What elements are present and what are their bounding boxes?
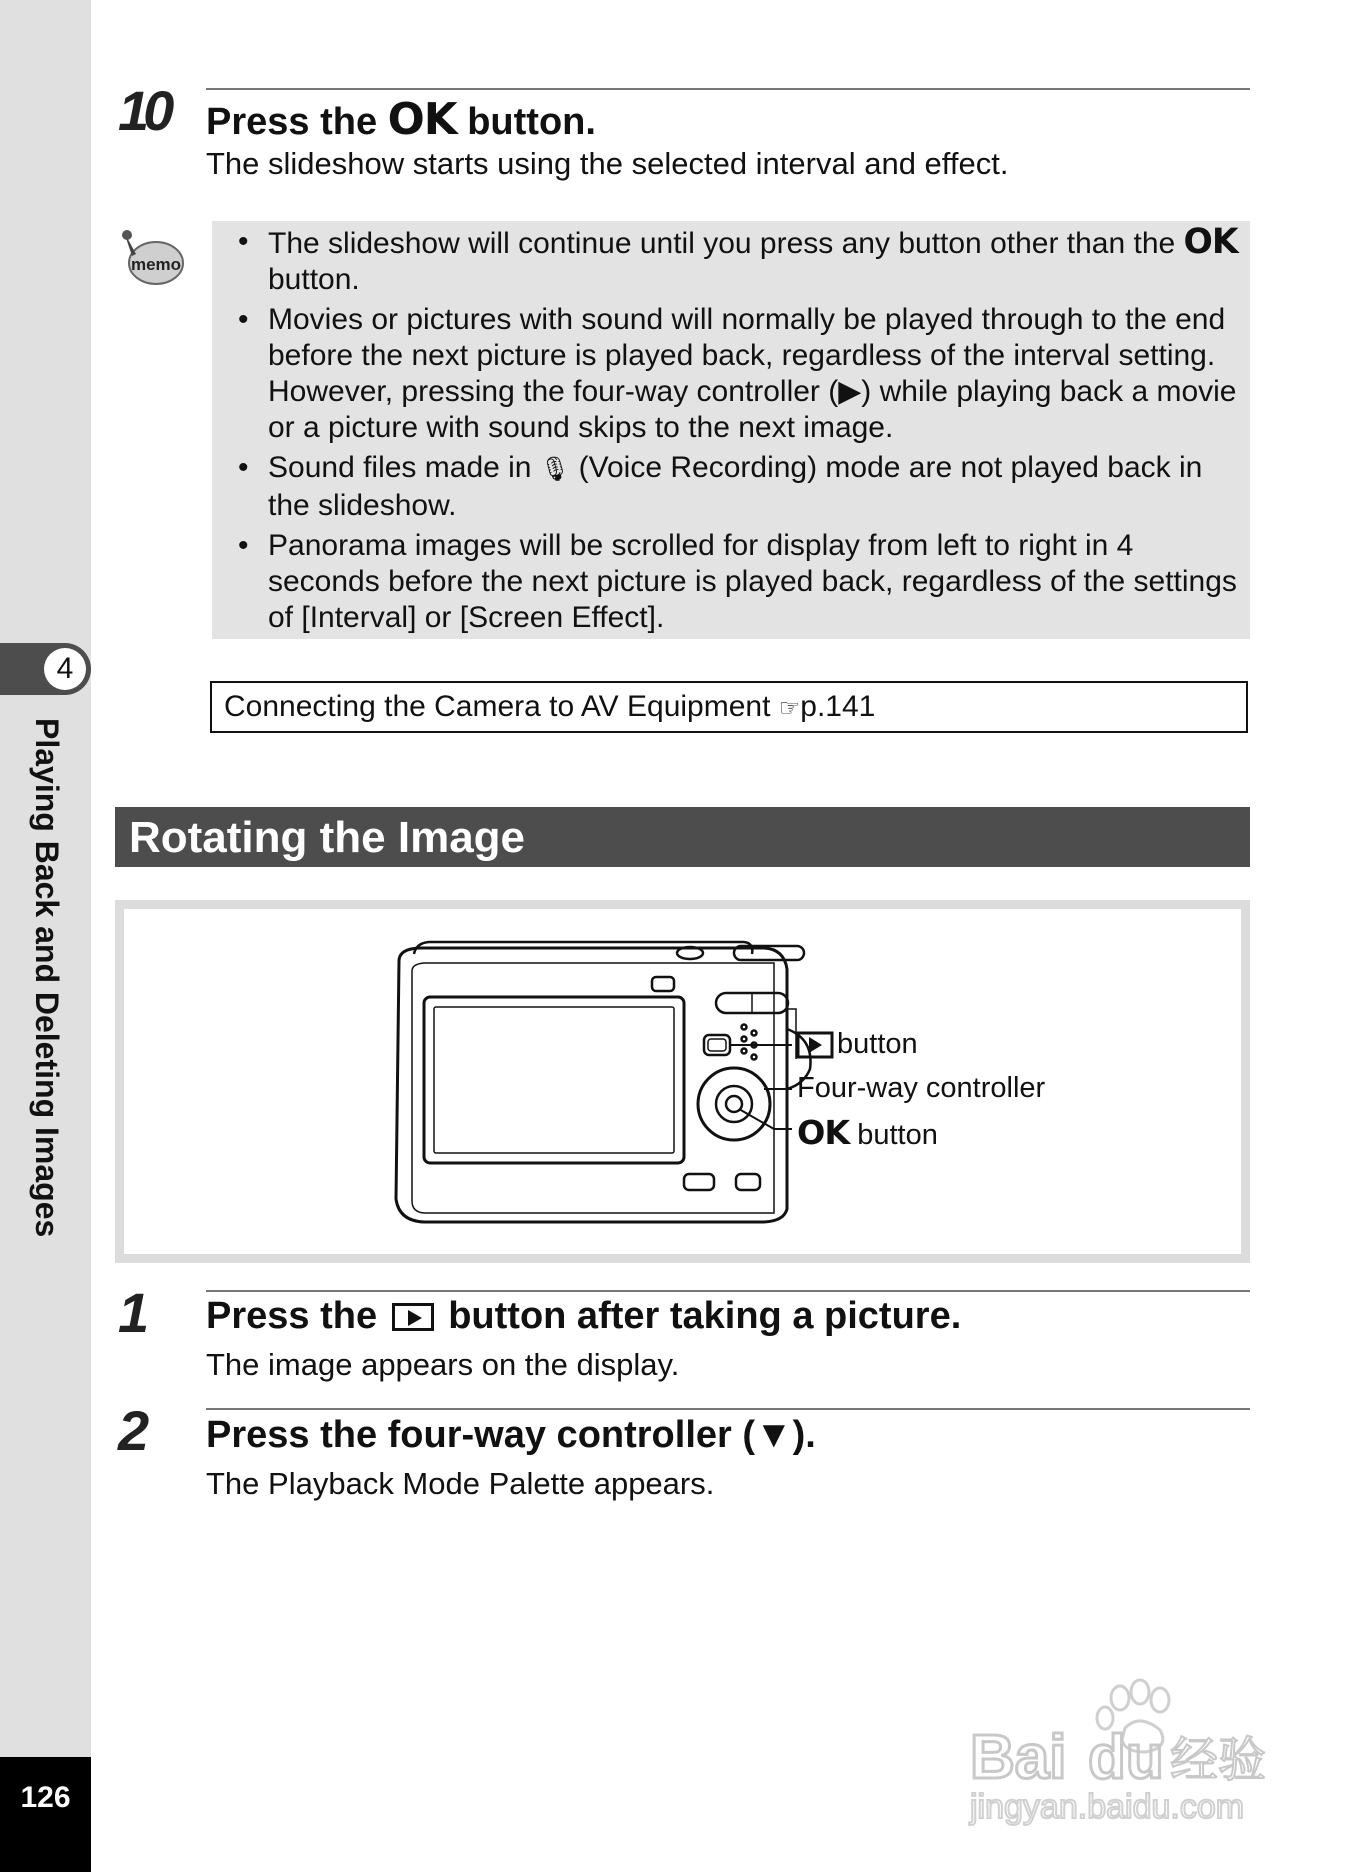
- memo-bullet-3-end: (Voice Recording) mode are not played back in the slideshow.: [268, 451, 1203, 522]
- chapter-sidebar: [0, 0, 91, 1872]
- play-icon: [798, 1033, 832, 1057]
- ok-button-symbol: OK: [387, 94, 457, 145]
- memo-icon: [118, 226, 188, 292]
- baidu-watermark: [960, 1668, 1280, 1828]
- camera-illustration: [124, 909, 1241, 1254]
- step-2-body: The Playback Mode Palette appears.: [206, 1466, 715, 1501]
- reference-box: [210, 681, 1248, 733]
- memo-list: [230, 224, 1240, 640]
- memo-icon-label: memo: [130, 255, 182, 274]
- callout-ok-label: button: [857, 1119, 938, 1151]
- step-1-title-post: button after taking a picture.: [448, 1295, 962, 1337]
- section-title: Rotating the Image: [129, 813, 526, 862]
- watermark-brand: Bai: [970, 1723, 1067, 1792]
- step-1-title: [206, 1295, 961, 1338]
- ok-button-symbol: OK: [1183, 222, 1238, 262]
- page-number: 126: [20, 1781, 71, 1814]
- chapter-number: 4: [44, 648, 86, 690]
- play-button-icon: [392, 1303, 434, 1331]
- watermark-cn: 经验: [1170, 1732, 1267, 1788]
- microphone-icon: 🎙: [539, 456, 571, 483]
- callout-ok-button: [797, 1113, 938, 1152]
- step-10-title-pre: Press the: [206, 101, 378, 143]
- ok-button-symbol: OK: [797, 1113, 850, 1152]
- reference-text: Connecting the Camera to AV Equipment: [224, 690, 779, 723]
- step-2-title: Press the four-way controller (▼).: [206, 1414, 816, 1456]
- callout-play-button: button: [837, 1028, 918, 1060]
- step-10-body: The slideshow starts using the selected interval and effect.: [206, 146, 1009, 181]
- chapter-tab: [0, 643, 91, 695]
- memo-bullet: • Panorama images will be scrolled for display from left to right in 4 seconds before the next picture is played back, regardless of the settings of [Interval] or [Screen Effect].: [230, 528, 1240, 636]
- step-divider: [206, 1290, 1250, 1292]
- step-10-title-post: button.: [467, 101, 596, 143]
- memo-bullet-1-end: button.: [268, 263, 360, 296]
- step-divider: [206, 88, 1250, 90]
- step-number-1: 1: [118, 1281, 144, 1344]
- step-number-2: 2: [118, 1399, 144, 1462]
- memo-bullet: [230, 224, 1240, 298]
- camera-figure: [115, 900, 1250, 1263]
- memo-bullet-1-text: The slideshow will continue until you press any button other than the: [268, 227, 1184, 260]
- reference-page: p.141: [800, 690, 876, 723]
- step-divider: [206, 1408, 1250, 1410]
- reference-link[interactable]: [224, 690, 875, 724]
- watermark-brand-2: du: [1088, 1723, 1164, 1792]
- page-number-box: [0, 1757, 91, 1872]
- callout-four-way-controller: Four-way controller: [797, 1072, 1046, 1104]
- memo-bullet: • Movies or pictures with sound will normally be played through to the end before the next picture is played back, regardless of the interval setting. However, pressing the four-way controller (▶) while playing back a movie or a picture with sound skips to the next image.: [230, 302, 1240, 446]
- memo-box: [212, 221, 1250, 639]
- chapter-title: Playing Back and Deleting Images: [29, 718, 65, 1238]
- memo-bullet: [230, 450, 1240, 524]
- section-header: [115, 807, 1250, 867]
- step-1-body: The image appears on the display.: [206, 1347, 680, 1382]
- step-10-title: [206, 94, 596, 145]
- step-1-title-pre: Press the: [206, 1295, 378, 1337]
- memo-bullet-3-text: Sound files made in: [268, 451, 540, 484]
- watermark-url: jingyan.baidu.com: [970, 1788, 1245, 1826]
- page-reference-icon: ☞: [778, 695, 801, 722]
- step-number-10: 10: [118, 79, 169, 142]
